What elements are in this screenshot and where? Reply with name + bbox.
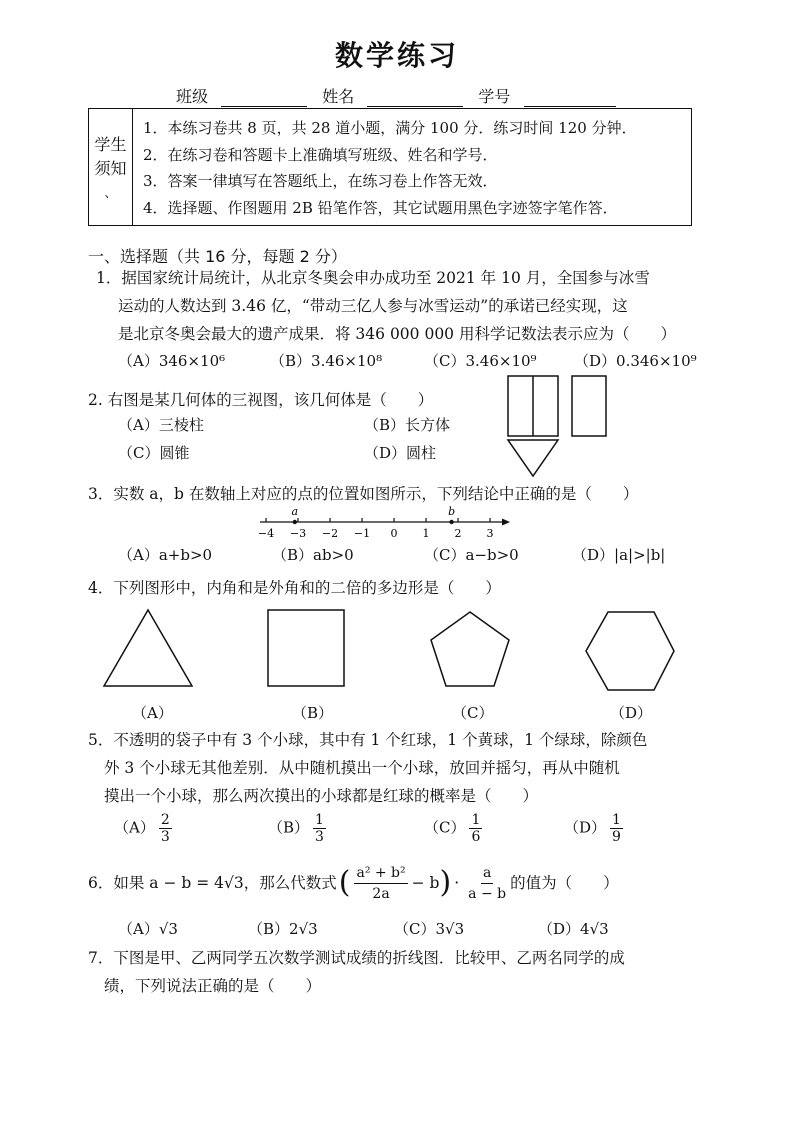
notice-heading — [89, 109, 133, 225]
point-label: a — [291, 505, 299, 518]
tick-label: 1 — [422, 527, 430, 540]
option-a[interactable]: （A）a+b>0 — [118, 546, 213, 564]
polygon-figures — [96, 606, 696, 706]
denominator: a − b — [468, 885, 507, 902]
option-d[interactable]: （D）|a|>|b| — [572, 546, 666, 564]
side-view — [572, 376, 606, 436]
notice-heading-line: 学生 — [94, 135, 127, 154]
option-c[interactable]: （C）3.46×10⁹ — [424, 352, 537, 370]
option-c[interactable]: （C）a−b>0 — [424, 546, 519, 564]
class-label: 班级 — [176, 87, 209, 106]
option-d[interactable]: （D）圆柱 — [364, 444, 437, 462]
option-b[interactable]: （B） — [292, 704, 334, 722]
paren-right: ) — [439, 865, 452, 900]
question-text: 6．如果 a − b = 4√3，那么代数式 — [88, 874, 337, 892]
numerator: 1 — [315, 812, 324, 828]
numerator: a — [481, 863, 493, 884]
question-text: 绩，下列说法正确的是（ ） — [104, 977, 322, 995]
name-blank[interactable] — [367, 88, 463, 107]
question-4: 4．下列图形中，内角和是外角和的二倍的多边形是（ ） — [88, 579, 501, 597]
tick-label: −3 — [289, 527, 307, 540]
denominator: 2a — [372, 885, 390, 902]
triangle-shape — [104, 610, 192, 686]
student-id-blank[interactable] — [524, 88, 616, 107]
top-view — [508, 440, 558, 476]
option-c[interactable] — [424, 812, 482, 845]
denominator: 6 — [471, 829, 481, 845]
question-text: 外 3 个小球无其他差别．从中随机摸出一个小球，放回并摇匀，再从中随机 — [104, 759, 620, 777]
numerator: 2 — [160, 812, 170, 828]
name-label: 姓名 — [322, 87, 355, 106]
option-b[interactable] — [268, 812, 326, 845]
option-d[interactable]: （D） — [610, 704, 653, 722]
square-shape — [268, 610, 344, 686]
option-d[interactable]: （D）0.346×10⁹ — [574, 352, 697, 370]
option-label: （C） — [424, 818, 466, 837]
option-b[interactable]: （B）2√3 — [248, 920, 318, 938]
option-c[interactable]: （C）圆锥 — [118, 444, 190, 462]
numerator: 1 — [612, 812, 621, 828]
question-text: 摸出一个小球，那么两次摸出的小球都是红球的概率是（ ） — [104, 787, 539, 805]
option-label: （B） — [268, 818, 310, 837]
page-title: 数学练习 — [334, 39, 459, 72]
option-b[interactable]: （B）3.46×10⁸ — [270, 352, 383, 370]
point-label: b — [448, 505, 456, 518]
axis-arrow — [502, 519, 510, 526]
section-heading: 一、选择题（共 16 分，每题 2 分） — [88, 247, 347, 266]
tick-label: −4 — [257, 527, 275, 540]
question-2: 2. 右图是某几何体的三视图，该几何体是（ ） — [88, 391, 434, 409]
student-id-label: 学号 — [478, 87, 511, 106]
question-text: 运动的人数达到 3.46 亿，“带动三亿人参与冰雪运动”的承诺已经实现，这 — [118, 297, 628, 315]
notice-heading-line: 、 — [104, 186, 117, 200]
question-text: 1．据国家统计局统计，从北京冬奥会申办成功至 2021 年 10 月，全国参与冰雪 — [96, 269, 650, 287]
question-1 — [96, 264, 676, 348]
option-b[interactable]: （B）长方体 — [364, 416, 451, 434]
notice-item: 4．选择题、作图题用 2B 铅笔作答，其它试题用黑色字迹签字笔作答． — [143, 198, 618, 217]
question-text: 的值为（ ） — [510, 874, 619, 892]
point-marker — [293, 520, 297, 524]
question-3: 3．实数 a，b 在数轴上对应的点的位置如图所示，下列结论中正确的是（ ） — [88, 485, 639, 503]
dot-operator: · — [454, 874, 460, 892]
option-d[interactable]: （D）4√3 — [538, 920, 609, 938]
option-a[interactable]: （A）三棱柱 — [118, 416, 204, 434]
denominator: 3 — [160, 829, 170, 845]
question-text: 是北京冬奥会最大的遗产成果．将 346 000 000 用科学记数法表示应为（ ） — [118, 325, 676, 343]
option-d[interactable] — [564, 812, 623, 845]
point-marker — [449, 520, 453, 524]
three-view-diagram — [500, 372, 620, 492]
numerator: a² + b² — [354, 863, 407, 884]
option-a[interactable]: （A）346×10⁶ — [118, 352, 226, 370]
numerator: 1 — [471, 812, 481, 828]
notice-item: 3．答案一律填写在答题纸上，在练习卷上作答无效． — [143, 172, 498, 190]
notice-heading-line: 须知 — [94, 159, 127, 178]
number-line — [256, 504, 516, 544]
tick-label: 2 — [454, 527, 462, 540]
notice-item: 1．本练习卷共 8 页，共 28 道小题，满分 100 分．练习时间 120 分钟． — [143, 119, 637, 137]
pentagon-shape — [431, 612, 509, 686]
question-text: 5．不透明的袋子中有 3 个小球，其中有 1 个红球，1 个黄球，1 个绿球，除颜色 — [88, 731, 648, 749]
notice-box — [88, 108, 692, 226]
notice-item: 2．在练习卷和答题卡上准确填写班级、姓名和学号． — [143, 145, 498, 164]
option-c[interactable]: （C） — [452, 704, 494, 722]
question-5 — [88, 726, 647, 810]
tick-label: 0 — [390, 527, 398, 540]
option-label: （A） — [114, 818, 155, 837]
question-7 — [88, 944, 625, 1000]
denominator: 9 — [612, 829, 621, 845]
option-a[interactable]: （A） — [132, 704, 173, 722]
question-6 — [88, 858, 619, 908]
option-c[interactable]: （C）3√3 — [394, 920, 465, 938]
class-blank[interactable] — [221, 88, 307, 107]
denominator: 3 — [315, 829, 324, 845]
expr-term: − b — [411, 874, 440, 892]
option-label: （D） — [564, 818, 607, 837]
tick-label: 3 — [486, 527, 494, 540]
student-info-line — [176, 84, 616, 107]
paren-left: ( — [338, 865, 351, 900]
option-a[interactable] — [114, 812, 172, 845]
tick-label: −1 — [353, 527, 371, 540]
option-b[interactable]: （B）ab>0 — [272, 546, 354, 564]
hexagon-shape — [586, 612, 674, 690]
option-a[interactable]: （A）√3 — [118, 920, 178, 938]
tick-label: −2 — [321, 527, 339, 540]
question-text: 7．下图是甲、乙两同学五次数学测试成绩的折线图．比较甲、乙两名同学的成 — [88, 949, 625, 967]
